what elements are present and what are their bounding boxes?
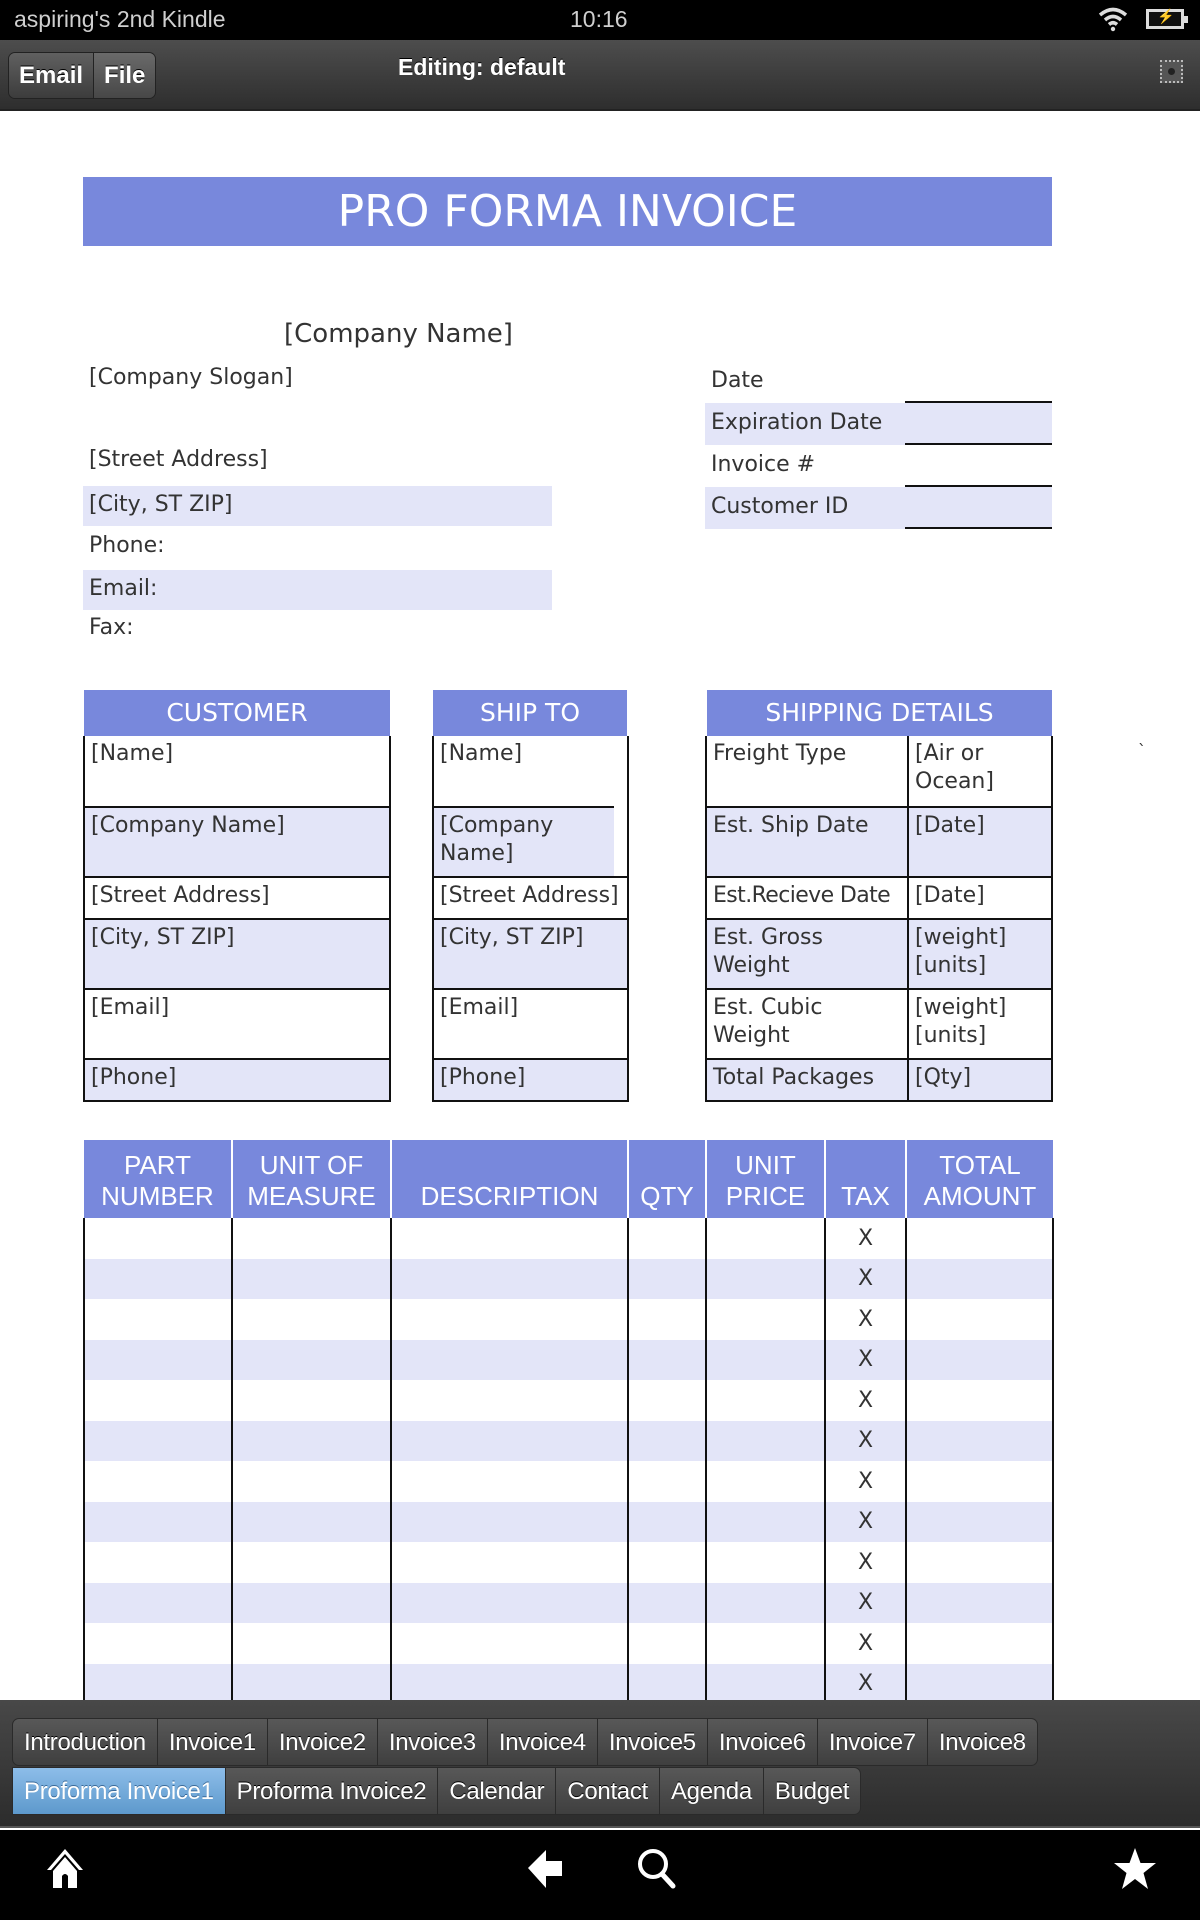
cell-tax[interactable]: X: [825, 1664, 906, 1701]
cell-unit-of-measure[interactable]: [232, 1340, 391, 1381]
app-toolbar: [0, 40, 1200, 111]
cell-tax[interactable]: X: [825, 1380, 906, 1421]
cell-qty[interactable]: [628, 1218, 706, 1259]
cell-qty[interactable]: [628, 1259, 706, 1300]
cell-part-number[interactable]: [84, 1542, 232, 1583]
cell-description[interactable]: [391, 1380, 628, 1421]
cell-unit-of-measure[interactable]: [232, 1461, 391, 1502]
customer-street[interactable]: [Street Address]: [85, 876, 389, 918]
ship-to-name[interactable]: [Name]: [440, 741, 523, 766]
cell-total-amount[interactable]: [906, 1623, 1053, 1664]
cell-part-number[interactable]: [84, 1218, 232, 1259]
company-fax[interactable]: Fax:: [89, 615, 134, 640]
cell-description[interactable]: [391, 1340, 628, 1381]
cell-unit-price[interactable]: [706, 1623, 825, 1664]
cell-unit-price[interactable]: [706, 1259, 825, 1300]
cell-part-number[interactable]: [84, 1259, 232, 1300]
table-row: [84, 1502, 1053, 1543]
cell-description[interactable]: [391, 1421, 628, 1462]
cell-qty[interactable]: [628, 1299, 706, 1340]
date-field[interactable]: [705, 361, 1052, 403]
table-row: [84, 1583, 1053, 1624]
cell-unit-of-measure[interactable]: [232, 1259, 391, 1300]
cubic-weight-value[interactable]: [weight] [units]: [907, 990, 1053, 1058]
sheet-tab-calendar[interactable]: Calendar: [438, 1767, 556, 1815]
freight-type-value[interactable]: [Air or Ocean]: [907, 736, 1053, 806]
cell-total-amount[interactable]: [906, 1664, 1053, 1701]
cell-total-amount[interactable]: [906, 1299, 1053, 1340]
cell-part-number[interactable]: [84, 1421, 232, 1462]
sheet-tab-invoice2[interactable]: Invoice2: [268, 1718, 378, 1766]
sheet-tab-bar: [0, 1700, 1200, 1828]
table-row: [84, 1218, 1053, 1259]
company-email[interactable]: Email:: [83, 570, 552, 610]
shipping-details-box: [705, 736, 1053, 1102]
cell-qty[interactable]: [628, 1340, 706, 1381]
cell-description[interactable]: [391, 1299, 628, 1340]
customer-city[interactable]: [City, ST ZIP]: [85, 918, 389, 988]
sheet-tab-proforma-invoice1[interactable]: Proforma Invoice1: [12, 1767, 226, 1815]
cell-tax[interactable]: X: [825, 1340, 906, 1381]
cell-unit-price[interactable]: [706, 1218, 825, 1259]
expiration-date-label: Expiration Date: [711, 410, 883, 435]
expiration-date-value[interactable]: [905, 403, 1052, 445]
cell-description[interactable]: [391, 1259, 628, 1300]
cell-unit-price[interactable]: [706, 1421, 825, 1462]
cell-qty[interactable]: [628, 1380, 706, 1421]
file-button[interactable]: File: [93, 53, 155, 98]
invoice-number-field[interactable]: [705, 445, 1052, 487]
freight-type-label: Freight Type: [713, 741, 847, 766]
sheet-tab-budget[interactable]: Budget: [764, 1767, 861, 1815]
wifi-icon: [1098, 6, 1128, 38]
customer-id-field[interactable]: [705, 487, 1052, 529]
date-value[interactable]: [905, 361, 1052, 403]
table-row: [84, 1542, 1053, 1583]
ship-to-city[interactable]: [City, ST ZIP]: [434, 918, 627, 988]
col-part-number: PART NUMBER: [84, 1140, 232, 1218]
invoice-number-label: Invoice #: [711, 452, 816, 477]
table-row: [84, 1664, 1053, 1701]
cubic-weight-label: Est. Cubic Weight: [713, 995, 823, 1048]
cell-part-number[interactable]: [84, 1623, 232, 1664]
cell-unit-price[interactable]: [706, 1664, 825, 1701]
customer-name[interactable]: [Name]: [91, 741, 174, 766]
back-icon[interactable]: [522, 1846, 568, 1896]
customer-box: [83, 736, 391, 1102]
cell-unit-of-measure[interactable]: [232, 1218, 391, 1259]
ship-to-header: SHIP TO: [433, 690, 627, 736]
cell-part-number[interactable]: [84, 1340, 232, 1381]
cell-description[interactable]: [391, 1218, 628, 1259]
cell-qty[interactable]: [628, 1461, 706, 1502]
sheet-tab-introduction[interactable]: Introduction: [12, 1718, 158, 1766]
sheet-tab-contact[interactable]: Contact: [556, 1767, 660, 1815]
cell-total-amount[interactable]: [906, 1542, 1053, 1583]
expiration-date-field[interactable]: [705, 403, 1052, 445]
ship-date-value[interactable]: [Date]: [907, 808, 991, 876]
cubic-weight-row[interactable]: [707, 988, 1051, 1058]
clock: 10:16: [570, 6, 628, 32]
cell-unit-price[interactable]: [706, 1380, 825, 1421]
cell-unit-price[interactable]: [706, 1340, 825, 1381]
invoice-title-banner: PRO FORMA INVOICE: [83, 177, 1052, 246]
cell-qty[interactable]: [628, 1623, 706, 1664]
company-name[interactable]: [Company Name]: [284, 319, 513, 349]
sheet-tab-proforma-invoice2[interactable]: Proforma Invoice2: [226, 1767, 439, 1815]
cell-tax[interactable]: X: [825, 1583, 906, 1624]
sheet-tab-invoice8[interactable]: Invoice8: [928, 1718, 1038, 1766]
cell-qty[interactable]: [628, 1583, 706, 1624]
cell-tax[interactable]: X: [825, 1299, 906, 1340]
cell-unit-of-measure[interactable]: [232, 1583, 391, 1624]
cell-total-amount[interactable]: [906, 1421, 1053, 1462]
customer-id-value[interactable]: [905, 487, 1052, 529]
cell-part-number[interactable]: [84, 1380, 232, 1421]
customer-header: CUSTOMER: [84, 690, 390, 736]
sheet-tabs-row-2: [12, 1767, 861, 1815]
cell-total-amount[interactable]: [906, 1583, 1053, 1624]
cell-qty[interactable]: [628, 1502, 706, 1543]
cell-part-number[interactable]: [84, 1664, 232, 1701]
cell-total-amount[interactable]: [906, 1461, 1053, 1502]
cell-description[interactable]: [391, 1461, 628, 1502]
col-description: DESCRIPTION: [391, 1140, 628, 1218]
stray-mark: `: [1138, 741, 1146, 760]
ship-to-box: [432, 736, 629, 1102]
cell-part-number[interactable]: [84, 1299, 232, 1340]
shipping-details-header: SHIPPING DETAILS: [707, 690, 1052, 736]
ship-to-street[interactable]: [Street Address]: [434, 876, 627, 918]
search-icon[interactable]: [634, 1846, 680, 1896]
customer-phone[interactable]: [Phone]: [85, 1058, 389, 1100]
total-packages-value[interactable]: [Qty]: [907, 1060, 977, 1100]
document-title: Editing: default: [398, 54, 566, 80]
ship-date-row[interactable]: [707, 806, 1051, 876]
cell-qty[interactable]: [628, 1664, 706, 1701]
receive-date-value[interactable]: [Date]: [907, 878, 991, 918]
cell-unit-price[interactable]: [706, 1461, 825, 1502]
cell-total-amount[interactable]: [906, 1380, 1053, 1421]
table-row: [84, 1623, 1053, 1664]
cell-unit-of-measure[interactable]: [232, 1380, 391, 1421]
line-items-table: [83, 1140, 1054, 1700]
gross-weight-value[interactable]: [weight] [units]: [907, 920, 1053, 988]
cell-unit-of-measure[interactable]: [232, 1664, 391, 1701]
cell-unit-price[interactable]: [706, 1542, 825, 1583]
cell-unit-of-measure[interactable]: [232, 1421, 391, 1462]
cell-unit-of-measure[interactable]: [232, 1502, 391, 1543]
cell-description[interactable]: [391, 1502, 628, 1543]
company-slogan[interactable]: [Company Slogan]: [89, 365, 293, 390]
status-bar: [0, 0, 1200, 40]
cell-description[interactable]: [391, 1623, 628, 1664]
company-street[interactable]: [Street Address]: [89, 447, 268, 472]
cell-description[interactable]: [391, 1542, 628, 1583]
sheet-tab-invoice1[interactable]: Invoice1: [158, 1718, 268, 1766]
invoice-number-value[interactable]: [905, 445, 1052, 487]
cell-unit-of-measure[interactable]: [232, 1299, 391, 1340]
cell-tax[interactable]: X: [825, 1542, 906, 1583]
table-row: [84, 1299, 1053, 1340]
cell-part-number[interactable]: [84, 1461, 232, 1502]
cell-qty[interactable]: [628, 1421, 706, 1462]
cell-unit-of-measure[interactable]: [232, 1542, 391, 1583]
ship-to-email[interactable]: [Email]: [434, 988, 627, 1058]
customer-company[interactable]: [Company Name]: [85, 806, 389, 876]
gross-weight-label: Est. Gross Weight: [713, 925, 823, 978]
home-icon[interactable]: [42, 1846, 88, 1896]
cell-tax[interactable]: X: [825, 1421, 906, 1462]
sheet-tab-agenda[interactable]: Agenda: [660, 1767, 764, 1815]
sheet-tab-invoice4[interactable]: Invoice4: [488, 1718, 598, 1766]
receive-date-row[interactable]: [707, 876, 1051, 918]
table-row: [84, 1259, 1053, 1300]
table-header-row: [84, 1140, 1053, 1218]
spreadsheet-document[interactable]: [0, 113, 1200, 1700]
ship-date-label: Est. Ship Date: [713, 813, 869, 838]
total-packages-label: Total Packages: [713, 1065, 875, 1090]
company-phone[interactable]: Phone:: [89, 533, 165, 558]
date-label: Date: [711, 368, 764, 393]
cell-unit-price[interactable]: [706, 1583, 825, 1624]
gross-weight-row[interactable]: [707, 918, 1051, 988]
cell-part-number[interactable]: [84, 1502, 232, 1543]
cell-tax[interactable]: X: [825, 1218, 906, 1259]
system-nav-bar: [0, 1830, 1200, 1920]
col-total-amount: TOTAL AMOUNT: [906, 1140, 1053, 1218]
receive-date-label: Est.Recieve Date: [713, 883, 891, 908]
cell-unit-price[interactable]: [706, 1502, 825, 1543]
device-name: aspiring's 2nd Kindle: [14, 6, 226, 32]
ship-to-phone[interactable]: [Phone]: [434, 1058, 627, 1100]
sheet-tab-invoice6[interactable]: Invoice6: [708, 1718, 818, 1766]
cell-total-amount[interactable]: [906, 1218, 1053, 1259]
sheet-tabs-row-1: [12, 1718, 1038, 1766]
cell-total-amount[interactable]: [906, 1340, 1053, 1381]
favorites-star-icon[interactable]: [1112, 1846, 1158, 1896]
sheet-tab-invoice7[interactable]: Invoice7: [818, 1718, 928, 1766]
sheet-tab-invoice3[interactable]: Invoice3: [378, 1718, 488, 1766]
col-unit-of-measure: UNIT OF MEASURE: [232, 1140, 391, 1218]
ship-to-company[interactable]: [Company Name]: [434, 806, 614, 876]
cell-qty[interactable]: [628, 1542, 706, 1583]
cell-unit-price[interactable]: [706, 1299, 825, 1340]
cell-tax[interactable]: X: [825, 1461, 906, 1502]
cell-description[interactable]: [391, 1583, 628, 1624]
col-qty: QTY: [628, 1140, 706, 1218]
email-button[interactable]: Email: [9, 53, 93, 98]
battery-charging-icon: ⚡: [1146, 9, 1184, 29]
qr-code-icon[interactable]: [1160, 60, 1183, 83]
cell-tax[interactable]: X: [825, 1502, 906, 1543]
cell-tax[interactable]: X: [825, 1623, 906, 1664]
table-row: [84, 1461, 1053, 1502]
customer-email[interactable]: [Email]: [85, 988, 389, 1058]
col-tax: TAX: [825, 1140, 906, 1218]
cell-tax[interactable]: X: [825, 1259, 906, 1300]
cell-total-amount[interactable]: [906, 1259, 1053, 1300]
customer-id-label: Customer ID: [711, 494, 849, 519]
cell-part-number[interactable]: [84, 1583, 232, 1624]
sheet-tab-invoice5[interactable]: Invoice5: [598, 1718, 708, 1766]
freight-type-row[interactable]: [707, 736, 1051, 806]
col-unit-price: UNIT PRICE: [706, 1140, 825, 1218]
cell-unit-of-measure[interactable]: [232, 1623, 391, 1664]
table-row: [84, 1421, 1053, 1462]
table-row: [84, 1380, 1053, 1421]
toolbar-segment: [8, 52, 156, 99]
table-row: [84, 1340, 1053, 1381]
cell-total-amount[interactable]: [906, 1502, 1053, 1543]
cell-description[interactable]: [391, 1664, 628, 1701]
company-city[interactable]: [City, ST ZIP]: [83, 486, 552, 526]
total-packages-row[interactable]: [707, 1058, 1051, 1100]
